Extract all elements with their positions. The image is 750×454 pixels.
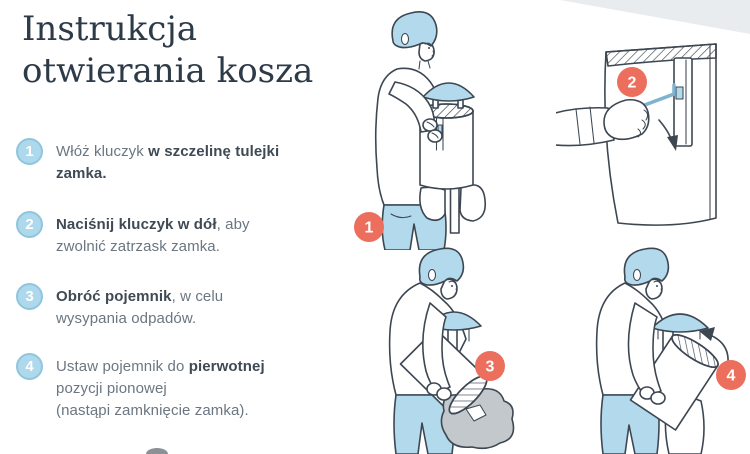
hair (392, 12, 437, 48)
step-number: 1 (25, 143, 34, 160)
figure-number: 2 (627, 74, 637, 92)
step-number: 4 (25, 358, 34, 375)
title-line-1: Instrukcja (22, 9, 198, 49)
step-number: 3 (25, 288, 34, 305)
step-badge-2 (16, 211, 43, 238)
figure-2-illustration (556, 30, 750, 242)
hand (428, 130, 442, 142)
hair (624, 248, 668, 285)
step-text-regular: Włóż kluczyk (56, 143, 149, 160)
step-text-emphasis: Obróć pojemnik (56, 288, 172, 305)
step-item-1 (16, 138, 306, 185)
step-text-regular: pozycji pionowej (56, 380, 167, 397)
key-lock-slot (676, 87, 683, 99)
step-text-regular: , w celu wysypania odpadów. (56, 288, 224, 327)
figure-4-illustration (563, 243, 750, 454)
figure-number: 1 (364, 219, 374, 237)
figure-badge-1 (354, 212, 384, 242)
step-text-parenthetical: (nastąpi zamknięcie zamka). (56, 402, 249, 419)
hand (651, 392, 665, 404)
figure-number: 3 (485, 358, 495, 376)
step-text-3 (56, 283, 281, 330)
step-badge-3 (16, 283, 43, 310)
step-text-emphasis: Naciśnij kluczyk w dół (56, 216, 217, 233)
figure-number: 4 (726, 367, 736, 385)
ear (634, 270, 641, 281)
step-text-2 (56, 211, 281, 258)
step-badge-1 (16, 138, 43, 165)
figure-badge-4 (716, 360, 746, 390)
hand (437, 388, 451, 400)
step-item-4 (16, 353, 306, 422)
bin-pole (451, 185, 460, 233)
figure-1-illustration (333, 8, 543, 250)
step-text-emphasis: pierwotnej (188, 358, 265, 375)
corner-decoration (560, 0, 750, 34)
step-item-2 (16, 211, 306, 258)
lock-rail (674, 58, 692, 146)
step-text-1 (56, 138, 281, 185)
page-title (22, 8, 332, 92)
figure-badge-2 (617, 67, 647, 97)
step-number: 2 (25, 216, 34, 233)
trash-bag (460, 185, 485, 221)
step-text-4 (56, 353, 281, 422)
step-badge-4 (16, 353, 43, 380)
hand (423, 119, 437, 131)
step-text-emphasis: w szczelinę tulejki zamka. (56, 143, 280, 182)
figure-3-illustration (348, 243, 570, 454)
step-item-3 (16, 283, 306, 330)
title-line-2: otwierania kosza (22, 51, 314, 91)
ear (429, 270, 436, 281)
cut-off-logo (146, 448, 168, 454)
hair (419, 248, 463, 285)
step-text-regular: , aby zwolnić zatrzask zamka. (56, 216, 250, 255)
step-text-regular: Ustaw pojemnik do (56, 358, 189, 375)
ear (402, 34, 409, 45)
figure-badge-3 (475, 351, 505, 381)
